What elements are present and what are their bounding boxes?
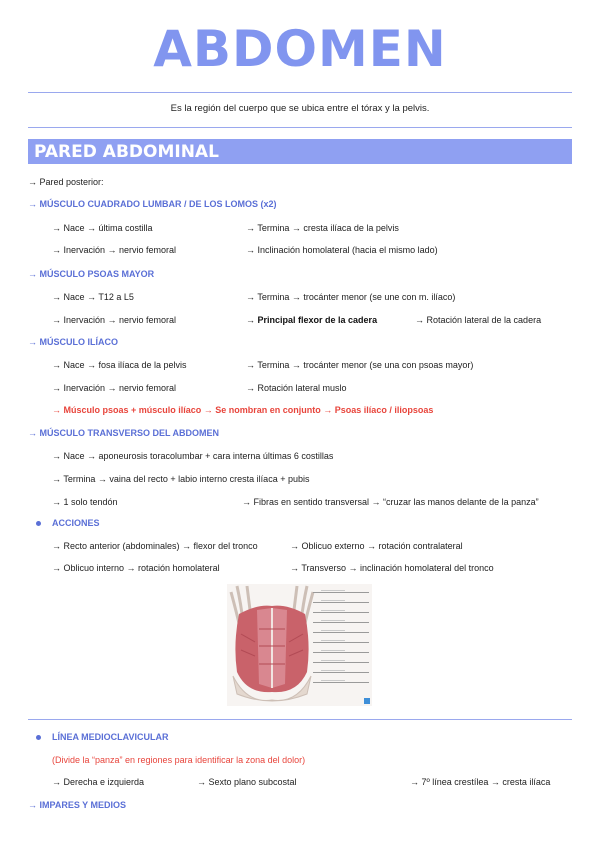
iliopsoas-note: → Músculo psoas + músculo ilíaco → Se nombran en conjunto → Psoas ilíaco / iliopsoas xyxy=(52,405,434,415)
bullet-icon xyxy=(36,735,41,740)
section-title: PARED ABDOMINAL xyxy=(34,142,219,162)
accion-transverso: → Transverso → inclinación homolateral del tronco xyxy=(290,563,494,573)
heading-cuadrado-lumbar: → MÚSCULO CUADRADO LUMBAR / DE LOS LOMOS (x2) xyxy=(28,199,277,209)
figure-callouts xyxy=(313,592,369,692)
linea-derecha-izquierda: → Derecha e izquierda xyxy=(52,777,145,787)
psoas-rotacion: → Rotación lateral de la cadera xyxy=(415,315,542,325)
divider xyxy=(28,719,572,720)
iliaco-nace: → Nace → fosa ilíaca de la pelvis xyxy=(52,360,187,370)
divider xyxy=(28,127,572,128)
intro-text: Es la región del cuerpo que se ubica entre el tórax y la pelvis. xyxy=(170,103,430,114)
iliaco-inervacion: → Inervación → nervio femoral xyxy=(52,383,177,393)
accion-oblicuo-interno: → Oblicuo interno → rotación homolateral xyxy=(52,563,220,573)
heading-transverso: → MÚSCULO TRANSVERSO DEL ABDOMEN xyxy=(28,428,220,438)
heading-psoas-mayor: → MÚSCULO PSOAS MAYOR xyxy=(28,269,155,279)
linea-septimo: → 7º línea crestílea → cresta ilíaca xyxy=(410,777,551,787)
bullet-icon xyxy=(36,521,41,526)
cuadrado-accion: → Inclinación homolateral (hacia el mismo lado) xyxy=(246,245,438,255)
psoas-flexor-line: → Principal flexor de la cadera xyxy=(246,315,378,325)
abdominal-muscles-figure xyxy=(227,584,372,706)
heading-iliaco: → MÚSCULO ILÍACO xyxy=(28,337,118,347)
page-title: ABDOMEN xyxy=(153,20,447,78)
iliaco-termina: → Termina → trocánter menor (se una con psoas mayor) xyxy=(246,360,474,370)
section-header xyxy=(28,139,572,164)
cuadrado-inervacion: → Inervación → nervio femoral xyxy=(52,245,177,255)
figure-badge-icon xyxy=(364,698,370,704)
transverso-fibras: → Fibras en sentido transversal → “cruzar las manos delante de la panza” xyxy=(242,497,539,507)
linea-sexto-plano: → Sexto plano subcostal xyxy=(197,777,297,787)
accion-recto: → Recto anterior (abdominales) → flexor del tronco xyxy=(52,541,258,551)
psoas-flexor: Principal flexor de la cadera xyxy=(257,315,378,325)
transverso-tendon: → 1 solo tendón xyxy=(52,497,118,507)
heading-linea-medioclavicular: LÍNEA MEDIOCLAVICULAR xyxy=(52,732,169,742)
psoas-nace: → Nace → T12 a L5 xyxy=(52,292,134,302)
linea-nota: (Divide la “panza” en regiones para identificar la zona del dolor) xyxy=(52,755,306,765)
iliaco-rotacion: → Rotación lateral muslo xyxy=(246,383,347,393)
transverso-nace: → Nace → aponeurosis toracolumbar + cara interna últimas 6 costillas xyxy=(52,451,334,461)
psoas-inervacion: → Inervación → nervio femoral xyxy=(52,315,177,325)
cuadrado-nace: → Nace → última costilla xyxy=(52,223,153,233)
accion-oblicuo-externo: → Oblicuo externo → rotación contralateral xyxy=(290,541,463,551)
psoas-termina: → Termina → trocánter menor (se une con m. ilíaco) xyxy=(246,292,456,302)
pared-posterior: → Pared posterior: xyxy=(28,177,104,187)
heading-acciones: ACCIONES xyxy=(52,518,100,528)
heading-impares-medios: → IMPARES Y MEDIOS xyxy=(28,800,127,810)
cuadrado-termina: → Termina → cresta ilíaca de la pelvis xyxy=(246,223,399,233)
transverso-termina: → Termina → vaina del recto + labio interno cresta ilíaca + pubis xyxy=(52,474,310,484)
divider xyxy=(28,92,572,93)
